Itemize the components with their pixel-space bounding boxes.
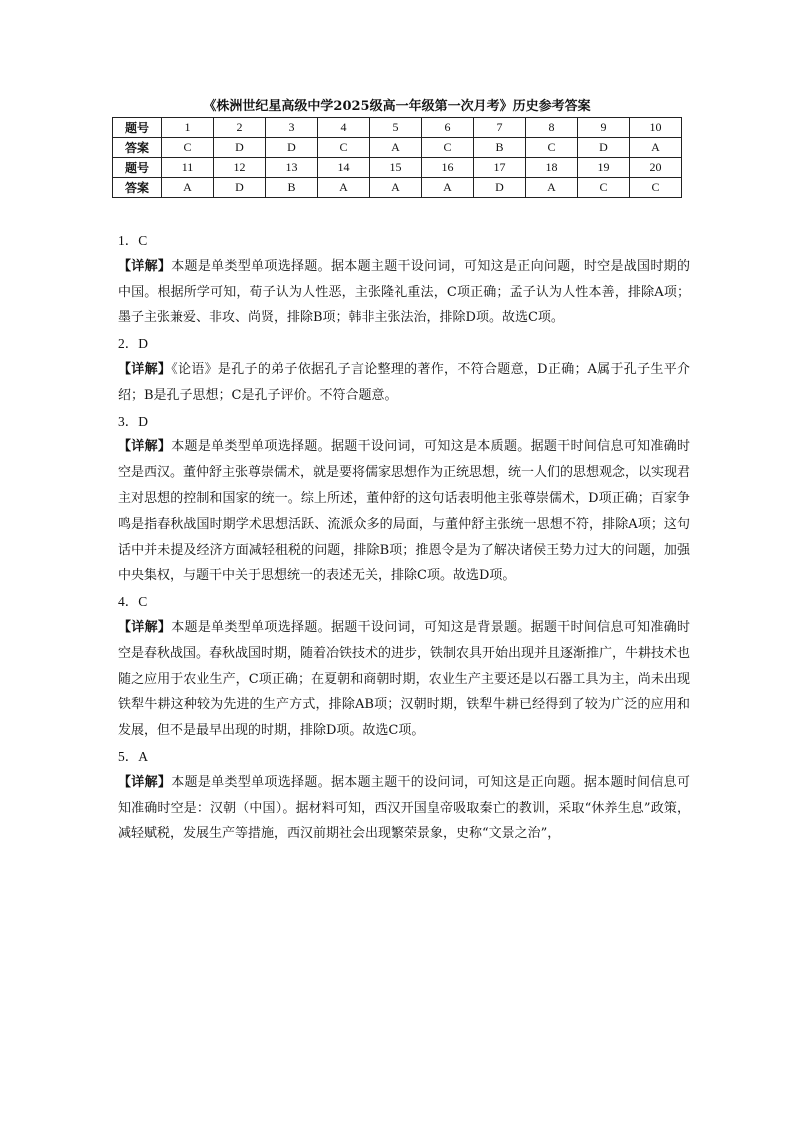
answer-cell: B [266,178,318,198]
table-row-numbers-2 [113,158,682,178]
question-number-cell: 1 [162,118,214,138]
explanation-text: 《论语》是孔子的弟子依据孔子言论整理的著作，不符合题意，D正确；A属于孔子生平介绍；B是孔子思想；C是孔子评价。不符合题意。 [118,361,690,403]
page-title: 《株洲世纪星高级中学2025级高一年级第一次月考》历史参考答案 [203,99,591,114]
question-number-cell: 13 [266,158,318,178]
answer-cell: C [422,138,474,158]
table-row-numbers-1 [113,118,682,138]
explanation-paragraph [118,615,690,744]
table-row-answers-1 [113,138,682,158]
question-number-cell: 7 [474,118,526,138]
answer-cell: C [318,138,370,158]
answer-cell: A [422,178,474,198]
explanations-section [118,228,690,847]
answer-cell: C [526,138,578,158]
question-number-cell: 2 [214,118,266,138]
row-header-number: 题号 [113,158,162,178]
detail-label: 【详解】 [118,258,172,274]
answer-cell: B [474,138,526,158]
answer-cell: A [370,178,422,198]
explanation-paragraph [118,254,690,331]
answer-cell: A [526,178,578,198]
answer-cell: D [214,138,266,158]
question-number-cell: 6 [422,118,474,138]
row-header-number: 题号 [113,118,162,138]
question-number-cell: 19 [578,158,630,178]
question-number-cell: 15 [370,158,422,178]
answer-table [112,117,682,198]
question-number-heading: 5．A [118,748,148,764]
detail-label: 【详解】 [118,774,172,790]
explanation-text: 本题是单类型单项选择题。据本题主题干的设问词，可知这是正向题。据本题时间信息可知准确时空是：汉朝（中国）。据材料可知，西汉开国皇帝吸取秦亡的教训，采取“休养生息”政策，减轻赋税，发展生产等措施，西汉前期社会出现繁荣景象，史称“文景之治”， [118,774,690,842]
question-number-cell: 14 [318,158,370,178]
question-number-cell: 16 [422,158,474,178]
question-number-cell: 11 [162,158,214,178]
detail-label: 【详解】 [118,619,172,635]
answer-cell: A [630,138,682,158]
question-number-cell: 4 [318,118,370,138]
question-number-heading: 2．D [118,336,148,352]
question-number-cell: 18 [526,158,578,178]
explanation-text: 本题是单类型单项选择题。据本题主题干设问词，可知这是正向问题，时空是战国时期的中国。根据所学可知，荀子认为人性恶，主张隆礼重法，C项正确；孟子认为人性本善，排除A项；墨子主张兼爱、非攻、尚贤，排除B项；韩非主张法治，排除D项。故选C项。 [118,258,690,326]
detail-label: 【详解】 [118,439,172,455]
question-number-cell: 12 [214,158,266,178]
answer-cell: D [266,138,318,158]
question-number-cell: 9 [578,118,630,138]
question-number-cell: 8 [526,118,578,138]
question-number-heading: 1．C [118,233,148,248]
explanation-paragraph [118,770,690,847]
explanation-paragraph [118,357,690,409]
answer-cell: D [214,178,266,198]
question-number-cell: 10 [630,118,682,138]
question-number-cell: 5 [370,118,422,138]
answer-cell: C [162,138,214,158]
answer-cell: D [474,178,526,198]
row-header-answer: 答案 [113,138,162,158]
question-number-cell: 3 [266,118,318,138]
explanation-text: 本题是单类型单项选择题。据题干设问词，可知这是本质题。据题干时间信息可知准确时空是西汉。董仲舒主张尊崇儒术，就是要将儒家思想作为正统思想，统一人们的思想观念，以实现君主对思想的控制和国家的统一。综上所述，董仲舒的这句话表明他主张尊崇儒术，D项正确；百家争鸣是指春秋战国时期学术思想活跃、流派众多的局面，与董仲舒主张统一思想不符，排除A项；这句话中并未提及经济方面减轻租税的问题，排除B项；推恩令是为了解决诸侯王势力过大的问题，加强中央集权，与题干中关于思想统一的表述无关，排除C项。故选D项。 [118,439,691,584]
answer-cell: C [630,178,682,198]
question-number-heading: 4．C [118,594,148,610]
question-number-cell: 20 [630,158,682,178]
answer-cell: C [578,178,630,198]
table-row-answers-2 [113,178,682,198]
detail-label: 【详解】 [118,361,172,377]
answer-cell: A [318,178,370,198]
explanation-paragraph [118,434,690,589]
question-number-heading: 3．D [118,413,148,429]
question-number-cell: 17 [474,158,526,178]
answer-cell: D [578,138,630,158]
answer-cell: A [370,138,422,158]
explanation-text: 本题是单类型单项选择题。据题干设问词，可知这是背景题。据题干时间信息可知准确时空是春秋战国。春秋战国时期，随着冶铁技术的进步，铁制农具开始出现并且逐渐推广，牛耕技术也随之应用于农业生产，C项正确；在夏朝和商朝时期，农业生产主要还是以石器工具为主，尚未出现铁犁牛耕这种较为先进的生产方式，排除AB项；汉朝时期，铁犁牛耕已经得到了较为广泛的应用和发展，但不是最早出现的时期，排除D项。故选C项。 [118,619,691,739]
answer-cell: A [162,178,214,198]
row-header-answer: 答案 [113,178,162,198]
